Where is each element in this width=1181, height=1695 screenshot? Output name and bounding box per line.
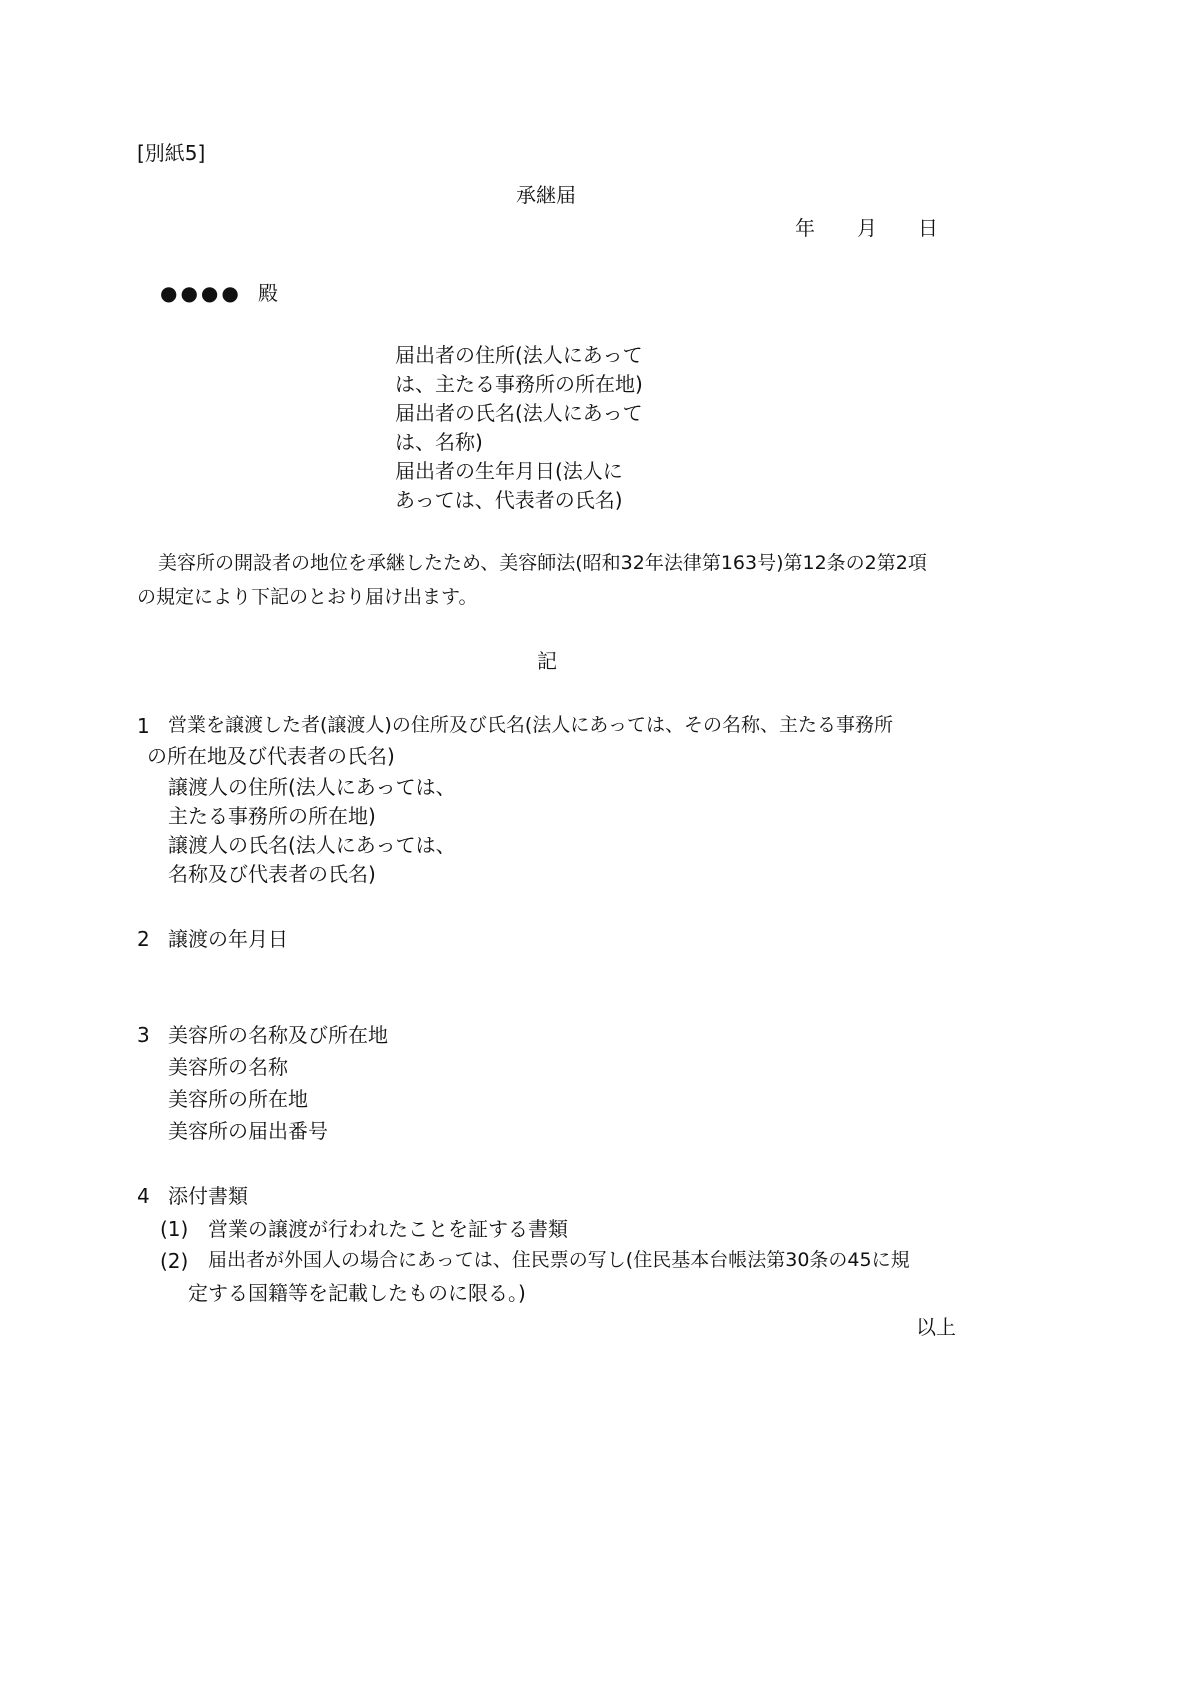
item-heading-continued: の所在地及び代表者の氏名) bbox=[147, 744, 395, 768]
notifier-line: は、主たる事務所の所在地) bbox=[395, 372, 643, 396]
notifier-line: あっては、代表者の氏名) bbox=[395, 488, 623, 512]
document-title: 承継届 bbox=[516, 183, 576, 207]
ki-marker: 記 bbox=[537, 649, 557, 673]
sub-item-number: (1) bbox=[160, 1217, 189, 1241]
item-subline: 美容所の所在地 bbox=[168, 1087, 308, 1111]
item-heading: 営業を譲渡した者(譲渡人)の住所及び氏名(法人にあっては、その名称、主たる事務所 bbox=[168, 714, 894, 736]
body-paragraph-line: 美容所の開設者の地位を承継したため、美容師法(昭和32年法律第163号)第12条の2第2項 bbox=[158, 552, 927, 574]
sub-item-text-continued: 定する国籍等を記載したものに限る。) bbox=[188, 1281, 526, 1305]
sub-item-number: (2) bbox=[160, 1249, 189, 1273]
notifier-line: 届出者の氏名(法人にあって bbox=[395, 401, 643, 425]
body-paragraph-line: の規定により下記のとおり届け出ます。 bbox=[137, 586, 478, 608]
item-number: 4 bbox=[137, 1184, 150, 1208]
sub-item-text: 届出者が外国人の場合にあっては、住民票の写し(住民基本台帳法第30条の45に規 bbox=[208, 1249, 910, 1271]
item-heading: 添付書類 bbox=[168, 1184, 248, 1208]
attachment-label: [別紙5] bbox=[137, 141, 206, 165]
item-subline: 譲渡人の住所(法人にあっては、 bbox=[168, 775, 456, 799]
date-month-label: 月 bbox=[857, 216, 877, 240]
addressee-name: ●●●● bbox=[160, 281, 242, 305]
item-heading: 譲渡の年月日 bbox=[168, 927, 288, 951]
item-subline: 譲渡人の氏名(法人にあっては、 bbox=[168, 833, 456, 857]
item-subline: 名称及び代表者の氏名) bbox=[168, 862, 376, 886]
addressee-honorific: 殿 bbox=[258, 281, 278, 305]
item-heading: 美容所の名称及び所在地 bbox=[168, 1023, 388, 1047]
item-subline: 主たる事務所の所在地) bbox=[168, 804, 376, 828]
sub-item-text: 営業の譲渡が行われたことを証する書類 bbox=[208, 1217, 568, 1241]
item-subline: 美容所の名称 bbox=[168, 1055, 288, 1079]
notifier-line: 届出者の住所(法人にあって bbox=[395, 343, 643, 367]
date-year-label: 年 bbox=[795, 216, 815, 240]
notifier-line: 届出者の生年月日(法人に bbox=[395, 459, 623, 483]
item-subline: 美容所の届出番号 bbox=[168, 1119, 328, 1143]
item-number: 1 bbox=[137, 714, 150, 738]
closing-mark: 以上 bbox=[916, 1315, 956, 1339]
date-day-label: 日 bbox=[918, 216, 938, 240]
notifier-line: は、名称) bbox=[395, 430, 483, 454]
item-number: 3 bbox=[137, 1023, 150, 1047]
item-number: 2 bbox=[137, 927, 150, 951]
